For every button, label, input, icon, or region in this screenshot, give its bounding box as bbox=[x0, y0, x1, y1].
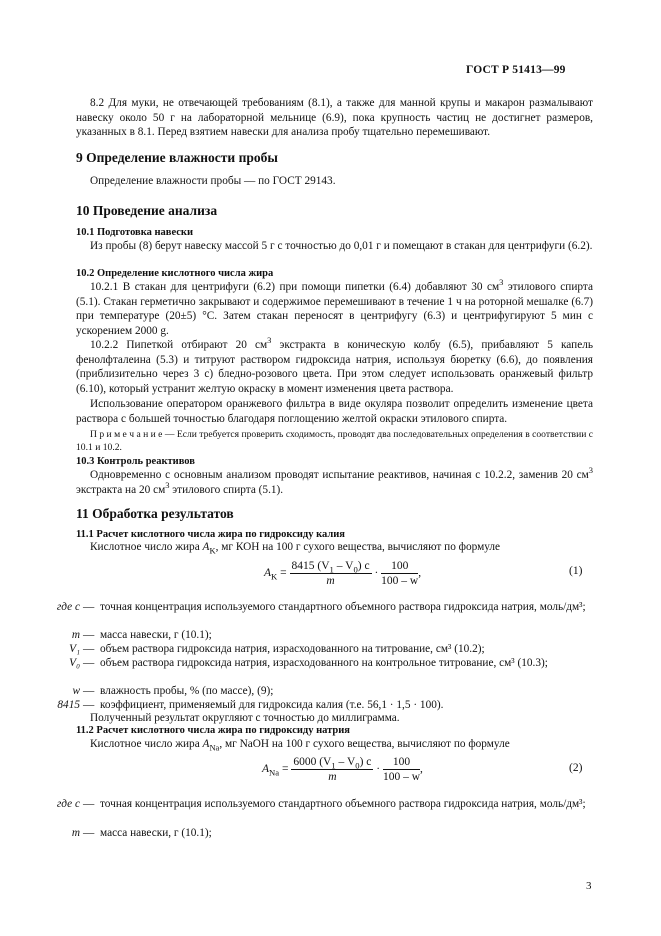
legend-text: влажность пробы, % (по массе), (9); bbox=[100, 685, 274, 697]
section-11-title: 11 Обработка результатов bbox=[76, 506, 234, 521]
legend-dash: — bbox=[83, 643, 95, 655]
subsection-10-3-title: 10.3 Контроль реактивов bbox=[76, 456, 195, 467]
legend-dash: — bbox=[83, 657, 95, 669]
legend-symbol: V₀ bbox=[69, 657, 80, 669]
subsection-11-1-title: 11.1 Расчет кислотного числа жира по гидроксиду калия bbox=[76, 529, 345, 540]
legend-symbol: где c bbox=[56, 601, 80, 613]
legend-text: точная концентрация используемого стандартного объемного раствора гидроксида натрия, моль/дм³; bbox=[100, 601, 586, 613]
formula-2-number: (2) bbox=[569, 762, 583, 774]
legend-dash: — bbox=[83, 629, 95, 641]
paragraph-8-2: 8.2 Для муки, не отвечающей требованиям (8.1), а также для манной крупы и макарон размалывают навеску около 50 г на лабораторной мельнице (6.9), пока крупность частиц не достигнет размеров, указанных в 8.1. Перед взятием навески для анализа пробу тщательно перемешивают. bbox=[76, 97, 593, 139]
legend-text: масса навески, г (10.1); bbox=[100, 827, 212, 839]
formula-1-number: (1) bbox=[569, 565, 583, 577]
subsection-10-2-title: 10.2 Определение кислотного числа жира bbox=[76, 268, 274, 279]
legend-symbol: V₁ bbox=[69, 643, 80, 655]
legend-symbol: 8415 bbox=[57, 699, 80, 711]
legend-dash: — bbox=[83, 685, 95, 697]
document-code: ГОСТ Р 51413—99 bbox=[466, 64, 566, 76]
legend-text: объем раствора гидроксида натрия, израсходованного на контрольное титрование, см³ (10.3); bbox=[100, 657, 548, 669]
legend-text: масса навески, г (10.1); bbox=[100, 629, 212, 641]
legend-symbol: где c bbox=[56, 798, 80, 810]
note: П р и м е ч а н и е — Если требуется проверить сходимость, проводят два последовательных определения в соответствии с 10.1 и 10.2. bbox=[76, 429, 593, 453]
legend-symbol: w bbox=[72, 685, 80, 697]
subsection-11-1-text: Кислотное число жира $A_K$, мг КОН на 100 г сухого вещества, вычисляют по формуле bbox=[90, 541, 501, 556]
section-9-title: 9 Определение влажности пробы bbox=[76, 150, 278, 165]
legend-symbol: m bbox=[71, 629, 80, 641]
formula-2: $A_{Na}$ = $\frac{6000 (V_1 - V_0) c}{m}$ · $\frac{100}{100 - w}$ , bbox=[262, 756, 423, 783]
subsection-11-2-title: 11.2 Расчет кислотного числа жира по гидроксиду натрия bbox=[76, 725, 350, 736]
legend-dash: — bbox=[83, 699, 95, 711]
rounding-text: Полученный результат округляют с точностью до миллиграмма. bbox=[90, 712, 400, 724]
section-9-text: Определение влажности пробы — по ГОСТ 29143. bbox=[90, 175, 336, 187]
subsection-10-1-text: Из пробы (8) берут навеску массой 5 г с точностью до 0,01 г и помещают в стакан для центрифуги (6.2). bbox=[90, 240, 593, 252]
legend-text: точная концентрация используемого стандартного объемного раствора гидроксида натрия, моль/дм³; bbox=[100, 798, 586, 810]
formula-1: $A_K$ = $\frac{8415 (V_1 - V_0) c}{m}$ · $\frac{100}{100 - w}$ , bbox=[264, 560, 422, 587]
legend-dash: — bbox=[83, 601, 95, 613]
subsection-10-3-text: Одновременно с основным анализом проводят испытание реактивов, начиная с 10.2.2, заменив 20 $см^3$ экстракта на 20 $см^3$ этилового спирта (5.1). bbox=[76, 465, 593, 496]
legend-dash: — bbox=[83, 827, 95, 839]
subsection-11-2-text: Кислотное число жира $A_{Na}$, мг NaOH на 100 г сухого вещества, вычисляют по формуле bbox=[90, 738, 510, 753]
paragraph-10-2-1: 10.2.1 В стакан для центрифуги (6.2) при помощи пипетки (6.4) добавляют 30 $см^3$ этилового спирта (5.1). Стакан герметично закрывают и содержимое перемешивают в течение 1 ч на роторной мешалке (6.7) при температуре (20±5) °С. Затем стакан переносят в центрифугу (6.3) и центрифугируют 5 мин с ускорением 2000 g. bbox=[76, 277, 593, 337]
section-10-title: 10 Проведение анализа bbox=[76, 203, 218, 218]
page-number: 3 bbox=[586, 880, 592, 892]
legend-text: объем раствора гидроксида натрия, израсходованного на титрование, см³ (10.2); bbox=[100, 643, 485, 655]
legend-text: коэффициент, применяемый для гидроксида калия (т.е. 56,1 · 1,5 · 100). bbox=[100, 699, 444, 711]
legend-dash: — bbox=[83, 798, 95, 810]
paragraph-orange-filter: Использование оператором оранжевого фильтра в виде окуляра позволит определить изменение цвета раствора с большей точностью благодаря поглощению желтой окраски этилового спирта. bbox=[76, 398, 593, 425]
paragraph-10-2-2: 10.2.2 Пипеткой отбирают 20 $см^3$ экстракта в коническую колбу (6.5), прибавляют 5 капель фенолфталеина (5.3) и титруют раствором гидроксида натрия, используя бюретку (6.6), до появления (приблизительно через 3 с) бледно-розового цвета. При этом следует использовать оранжевый фильтр (6.10), который устранит желтую окраску в момент изменения цвета раствора. bbox=[76, 335, 594, 395]
legend-symbol: m bbox=[71, 827, 80, 839]
subsection-10-1-title: 10.1 Подготовка навески bbox=[76, 227, 194, 238]
